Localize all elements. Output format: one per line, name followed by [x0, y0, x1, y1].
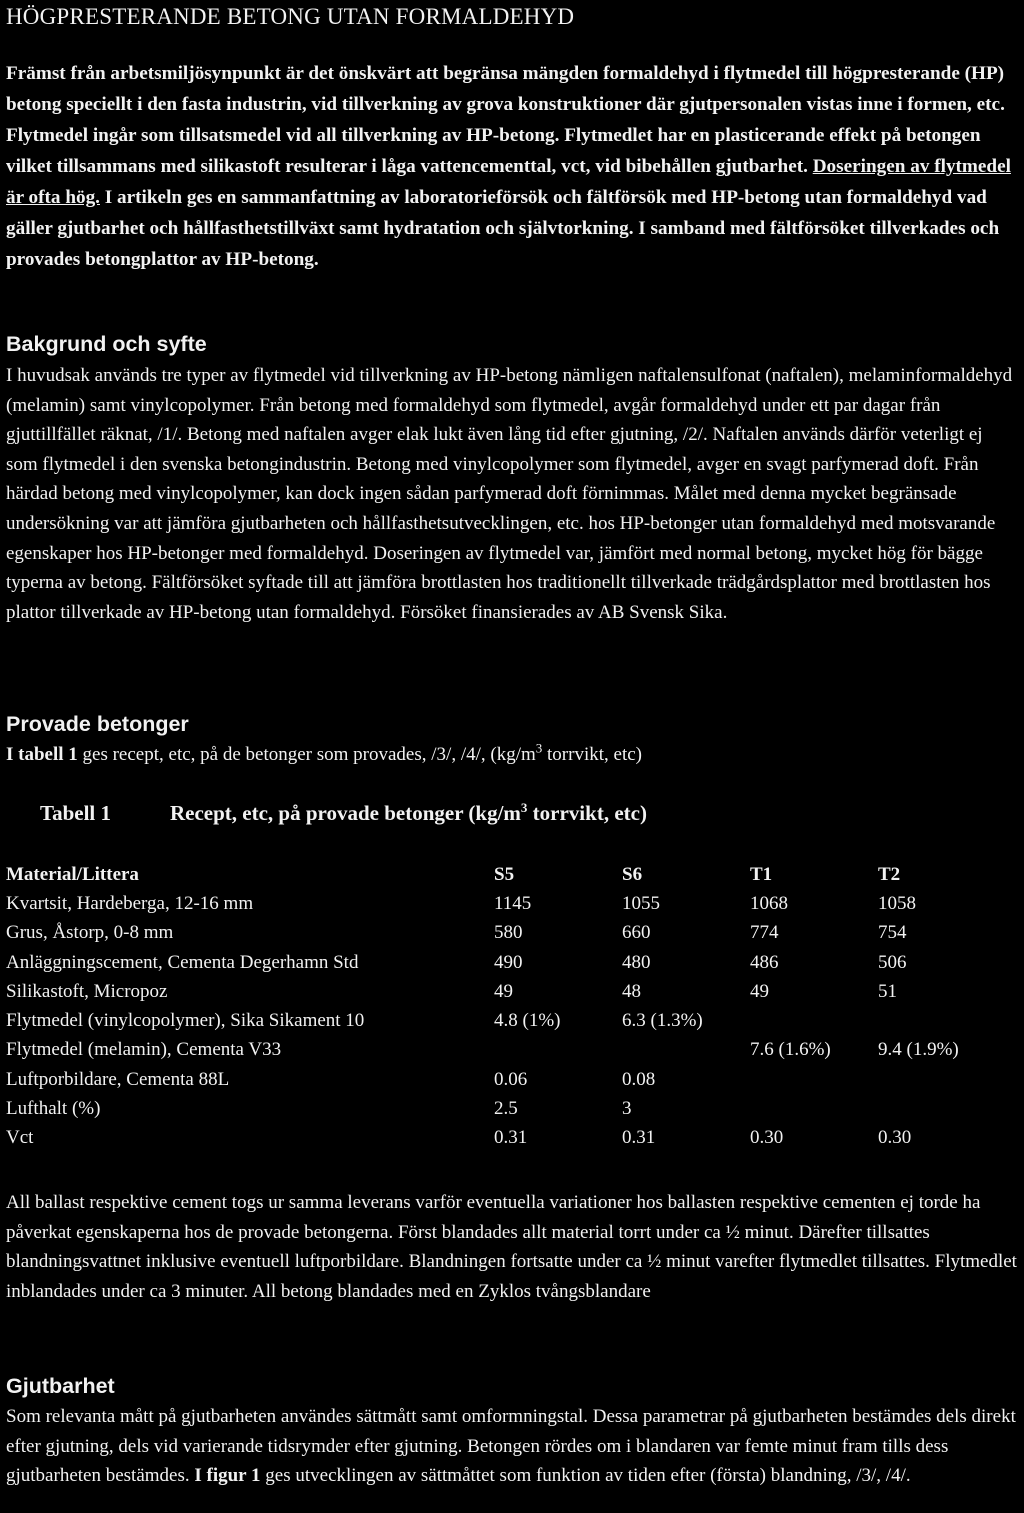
table-cell: 49: [750, 980, 769, 1002]
table-cell: Luftporbildare, Cementa 88L: [6, 1068, 230, 1090]
intro-text-end: torrvikt, etc): [542, 744, 642, 765]
table-cell: Silikastoft, Micropoz: [6, 980, 168, 1002]
abstract-text-1: Främst från arbetsmiljösynpunkt är det önskvärt att begränsa mängden formaldehyd i flytmedel till högpresterande (HP) betong speciellt i den fasta industrin, vid tillverkning av grova konstruktioner där gjutpersonalen vistas inne i formen, etc. Flytmedel ingår som tillsatsmedel vid all tillverkning av HP-betong. Flytmedlet har en plasticerande effekt på betongen vilket tillsammans med silikastoft resulterar i låga vattencementtal, vct, vid bibehållen gjutbarhet.: [6, 63, 1005, 177]
table-cell: Flytmedel (melamin), Cementa V33: [6, 1039, 282, 1061]
table-cell: [878, 1065, 1018, 1094]
table-cell: 480: [622, 951, 651, 973]
section-intro-provade: [6, 740, 1018, 770]
table-cell: 7.6 (1.6%): [750, 1039, 831, 1061]
recipe-table: [6, 860, 1018, 1153]
table-cell: 48: [622, 980, 641, 1002]
gjutbarhet-text-end: ges utvecklingen av sättmåttet som funktion av tiden efter (första) blandning, /3/, /4/.: [260, 1465, 911, 1487]
document-title: HÖGPRESTERANDE BETONG UTAN FORMALDEHYD: [6, 4, 575, 29]
table-cell: 49: [494, 980, 513, 1002]
table-cell: 0.31: [494, 1127, 528, 1149]
table-reference: I tabell 1: [6, 744, 78, 765]
section-text-provade: All ballast respektive cement togs ur samma leverans varför eventuella variationer hos ballasten respektive cementen ej torde ha påverkat egenskaperna hos de provade betongerna. Först blandades allt material torrt under ca ½ minut. Därefter tillsattes blandningsvattnet inklusive eventuell luftporbildare. Blandningen fortsatte under ca ½ minut varefter flytmedlet tillsattes. Flytmedlet inblandades under ca 3 minuter. All betong blandades med en Zyklos tvångsblandare: [6, 1192, 1017, 1302]
abstract-text-2: I artikeln ges en sammanfattning av laboratorieförsök och fältförsök med HP-betong utan formaldehyd vad gäller gjutbarhet och hållfasthetstillväxt samt hydratation och självtorkning. I samband med fältförsöket tillverkades och provades betongplattor av HP-betong.: [6, 187, 1000, 270]
table-cell: 506: [878, 951, 907, 973]
table-cell: [750, 1006, 878, 1035]
table-row: [6, 977, 1018, 1006]
section-text-bakgrund: I huvudsak används tre typer av flytmedel vid tillverkning av HP-betong nämligen naftalensulfonat (naftalen), melaminformaldehyd (melamin) samt vinylcopolymer. Från betong med formaldehyd som flytmedel, avgår formaldehyd under ett par dagar från gjuttillfället räknat, /1/. Betong med naftalen avger elak lukt även lång tid efter gjutning, /2/. Naftalen används därför veterligt ej som flytmedel i den svenska betongindustrin. Betong med vinylcopolymer som flytmedel, avger en svagt parfymerad doft. Från härdad betong med vinylcopolymer, kan dock ingen sådan parfymerad doft förnimmas. Målet med denna mycket begränsade undersökning var att jämföra gjutbarheten och hållfasthetsutvecklingen, etc. hos HP-betonger utan formaldehyd med motsvarande egenskaper hos HP-betonger med formaldehyd. Doseringen av flytmedel var, jämfört med normal betong, mycket hög för bägge typerna av betong. Fältförsöket syftade till att jämföra brottlasten hos traditionellt tillverkade trädgårdsplattor med brottlasten hos plattor tillverkade av HP-betong utan formaldehyd. Försöket finansierades av AB Svensk Sika.: [6, 365, 1013, 623]
table-body: [6, 889, 1018, 1153]
table-cell: 0.08: [622, 1068, 656, 1090]
table-cell: 486: [750, 951, 779, 973]
table-row: [6, 948, 1018, 977]
abstract-underlined-text: Doseringen av flytmedel är ofta hög.: [6, 156, 1011, 208]
table-caption-text-end: torrvikt, etc): [527, 801, 647, 825]
table-cell: 3: [622, 1098, 632, 1120]
section-heading-provade: Provade betonger: [6, 712, 189, 736]
table-caption-number: Tabell 1: [40, 801, 111, 825]
table-cell: [750, 1065, 878, 1094]
table-cell: Anläggningscement, Cementa Degerhamn Std: [6, 951, 359, 973]
section-heading-gjutbarhet: Gjutbarhet: [6, 1374, 115, 1398]
gjutbarhet-text: Som relevanta mått på gjutbarheten användes sättmått samt omformningstal. Dessa parametrar på gjutbarheten bestämdes dels direkt efter gjutning, dels vid varierande tidsrymder efter gjutning. Betongen rördes om i blandaren var femte minut fram tills dess gjutbarheten bestämdes.: [6, 1406, 1016, 1487]
table-row: [6, 919, 1018, 948]
table-row: [6, 1036, 1018, 1065]
figure-reference: I figur 1: [194, 1465, 261, 1487]
table-row: [6, 889, 1018, 918]
table-cell: 0.31: [622, 1127, 656, 1149]
table-header-cell: T2: [878, 863, 901, 885]
table-header-cell: S6: [622, 863, 643, 885]
table-cell: 9.4 (1.9%): [878, 1039, 959, 1061]
table-cell: 0.30: [750, 1127, 784, 1149]
table-caption: [40, 801, 647, 826]
table-cell: 774: [750, 922, 779, 944]
table-row: [6, 1006, 1018, 1035]
table-cell: [878, 1094, 1018, 1123]
table-caption-text: Recept, etc, på provade betonger (kg/m: [170, 801, 521, 825]
section-text-gjutbarhet: [6, 1402, 1018, 1491]
table-cell: [878, 1006, 1018, 1035]
table-cell: Lufthalt (%): [6, 1098, 101, 1120]
table-cell: 490: [494, 951, 523, 973]
table-cell: 51: [878, 980, 897, 1002]
table-cell: [750, 1094, 878, 1123]
table-cell: 0.30: [878, 1127, 912, 1149]
abstract-paragraph: [6, 58, 1018, 275]
table-cell: 1058: [878, 892, 916, 914]
table-cell: 660: [622, 922, 651, 944]
table-cell: Grus, Åstorp, 0-8 mm: [6, 922, 174, 944]
table-cell: 4.8 (1%): [494, 1010, 561, 1032]
table-cell: [494, 1036, 622, 1065]
table-header-cell: Material/Littera: [6, 863, 139, 885]
table-cell: Flytmedel (vinylcopolymer), Sika Sikament 10: [6, 1010, 365, 1032]
table-cell: 1068: [750, 892, 788, 914]
table-row: [6, 1094, 1018, 1123]
table-cell: [622, 1036, 750, 1065]
intro-text: ges recept, etc, på de betonger som provades, /3/, /4/, (kg/m: [77, 744, 536, 765]
intro-superscript: 3: [535, 740, 543, 756]
table-header-cell: T1: [750, 863, 773, 885]
table-header-cell: S5: [494, 863, 515, 885]
table-cell: 1055: [622, 892, 660, 914]
table-cell: 754: [878, 922, 907, 944]
table-cell: 580: [494, 922, 523, 944]
table-cell: Vct: [6, 1127, 34, 1149]
table-cell: Kvartsit, Hardeberga, 12-16 mm: [6, 892, 254, 914]
table-cell: 2.5: [494, 1098, 518, 1120]
table-row: [6, 1124, 1018, 1153]
table-cell: 1145: [494, 892, 532, 914]
table-row: [6, 1065, 1018, 1094]
table-cell: 6.3 (1.3%): [622, 1010, 703, 1032]
table-caption-superscript: 3: [520, 800, 528, 815]
table-header-row: [6, 860, 1018, 889]
table-cell: 0.06: [494, 1068, 528, 1090]
section-heading-bakgrund: Bakgrund och syfte: [6, 332, 207, 356]
